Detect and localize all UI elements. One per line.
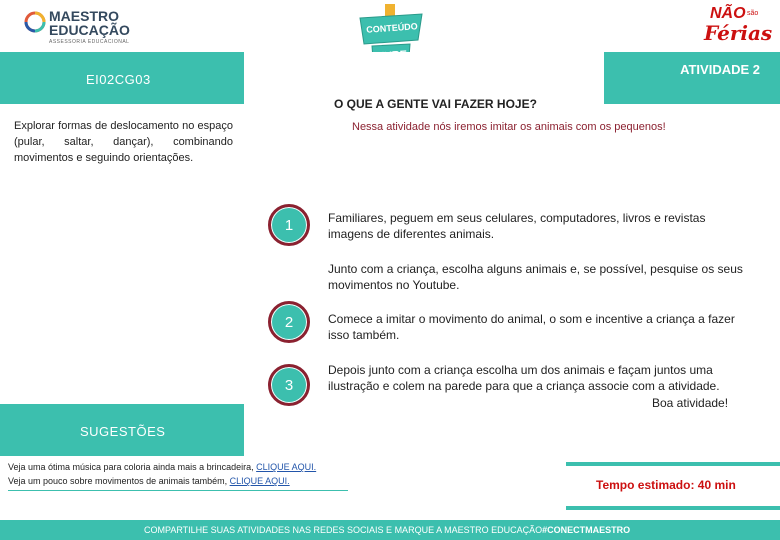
step-3-text: Depois junto com a criança escolha um dos animais e façam juntos uma ilustração e colem na parede para que a criança associe com a atividade. xyxy=(328,363,720,393)
suggestion-link-2[interactable]: CLIQUE AQUI. xyxy=(229,476,290,486)
step-1-text: Familiares, peguem em seus celulares, computadores, livros e revistas imagens de diferentes animais. xyxy=(328,211,706,241)
objective-text: Explorar formas de deslocamento no espaço (pular, saltar, dançar), combinando movimentos e seguindo orientações. xyxy=(14,120,233,164)
badge-line1: CONTEÚDO xyxy=(365,21,419,35)
time-badge-left-edge xyxy=(566,466,576,506)
logo-sao: são xyxy=(747,10,759,17)
footer xyxy=(0,520,780,540)
logo-ferias: Férias xyxy=(704,21,773,45)
time-badge xyxy=(566,466,780,506)
closing-text: Boa atividade! xyxy=(652,396,729,410)
code-label: EI02CG03 xyxy=(86,72,151,87)
suggestion-link-1[interactable]: CLIQUE AQUI. xyxy=(256,462,317,472)
suggestions-bar xyxy=(0,404,244,456)
step-3-circle xyxy=(268,364,310,406)
step-2-text: Comece a imitar o movimento do animal, o som e incentive a criança a fazer isso também. xyxy=(328,312,735,342)
maestro-logo xyxy=(24,8,144,48)
suggestions-title: SUGESTÕES xyxy=(80,424,166,439)
brand-line2: EDUCAÇÃO xyxy=(49,22,130,38)
page-title: O QUE A GENTE VAI FAZER HOJE? xyxy=(334,97,537,111)
page-subtitle: Nessa atividade nós iremos imitar os animais com os pequenos! xyxy=(352,121,666,133)
footer-text xyxy=(144,525,630,535)
suggestion-line-1-text: Veja uma ótima música para coloria ainda mais a brincadeira, xyxy=(8,462,254,472)
suggestion-line-1 xyxy=(8,462,316,472)
logo-nao: NÃO xyxy=(710,5,746,22)
footer-hashtag: #CONECTMAESTRO xyxy=(542,525,631,535)
code-bar xyxy=(0,52,244,104)
suggestion-line-2-text: Veja um pouco sobre movimentos de animais também, xyxy=(8,476,228,486)
maestro-logo-icon xyxy=(24,11,46,33)
step-1-extra-text: Junto com a criança, escolha alguns animais e, se possível, pesquise os seus movimentos no Youtube. xyxy=(328,262,743,292)
step-1-number: 1 xyxy=(284,216,294,234)
activity-badge xyxy=(604,52,780,86)
step-2-circle xyxy=(268,301,310,343)
time-badge-label: Tempo estimado: 40 min xyxy=(596,478,736,492)
nao-sao-ferias-logo xyxy=(690,5,773,48)
footer-message: COMPARTILHE SUAS ATIVIDADES NAS REDES SOCIAIS E MARQUE A MAESTRO EDUCAÇÃO xyxy=(144,525,543,535)
activity-label: ATIVIDADE 2 xyxy=(680,62,760,77)
suggestion-line-2 xyxy=(8,476,290,486)
brand-line1: MAESTRO xyxy=(49,8,119,24)
step-2-number: 2 xyxy=(284,313,294,331)
suggestion-underline xyxy=(8,490,348,491)
step-3-number: 3 xyxy=(284,376,294,394)
brand-subtitle: ASSESSORIA EDUCACIONAL xyxy=(49,39,130,45)
step-1-circle xyxy=(268,204,310,246)
